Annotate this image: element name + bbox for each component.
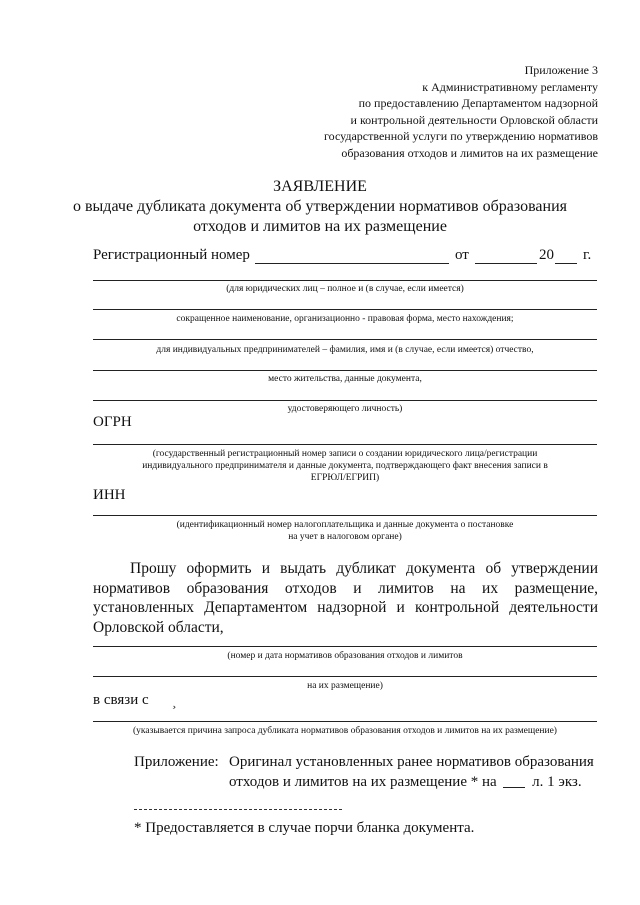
attachment-line-2-b: л. 1 экз. [532, 774, 582, 790]
caption-reason: (указывается причина запроса дубликата нормативов образования отходов и лимитов на их размещение) [133, 726, 557, 736]
applicant-residence-field[interactable] [93, 370, 597, 371]
normative-date-field[interactable] [93, 676, 597, 677]
attachment-line-2 [229, 772, 600, 792]
registration-from-label: от [455, 247, 469, 263]
caption-normative-2: на их размещение) [307, 681, 383, 691]
footnote: * Предоставляется в случае порчи бланка документа. [134, 820, 475, 836]
caption-legal-entity: (для юридических лиц – полное и (в случае, если имеется) [226, 284, 464, 294]
caption-inn [93, 519, 597, 543]
applicant-name-field[interactable] [93, 280, 597, 281]
attachment-line-1: Оригинал установленных ранее нормативов образования [229, 754, 594, 770]
caption-identity: удостоверяющего личность) [287, 404, 403, 414]
attachment-pages-field[interactable] [503, 773, 525, 788]
ogrn-field[interactable] [93, 444, 597, 445]
registration-row [93, 247, 596, 271]
header-line-2: к Административному регламенту [422, 79, 598, 94]
inn-field[interactable] [93, 515, 597, 516]
attachment-label: Приложение: [134, 754, 219, 770]
inn-label: ИНН [93, 487, 126, 503]
caption-ogrn-line-3: ЕГРЮЛ/ЕГРИП) [310, 473, 380, 483]
request-text: Прошу оформить и выдать дубликат документа об утверждении нормативов образования отходов и лимитов на их размещение, установленных Департаментом надзорной и контрольной деятельности Орловской области, [93, 560, 598, 636]
caption-short-name: сокращенное наименование, организационно - правовая форма, место нахождения; [176, 314, 514, 324]
caption-ogrn-line-1: (государственный регистрационный номер записи о создании юридического лица/регистрации [152, 449, 538, 459]
applicant-short-name-field[interactable] [93, 309, 597, 310]
header-line-1: Приложение 3 [524, 63, 598, 77]
attachment-line-2-a: отходов и лимитов на их размещение * на [229, 774, 497, 790]
footnote-separator [134, 809, 342, 810]
header-line-3: по предоставлению Департаментом надзорной [358, 96, 598, 110]
document-title [0, 177, 640, 237]
applicant-id-document-field[interactable] [93, 400, 597, 401]
caption-inn-line-2: на учет в налоговом органе) [288, 532, 402, 542]
reason-label: в связи с [93, 692, 149, 708]
title-line-2: отходов и лимитов на их размещение [193, 218, 447, 235]
applicant-fio-field[interactable] [93, 339, 597, 340]
reason-field[interactable] [93, 721, 597, 722]
caption-ogrn-line-2: индивидуального предпринимателя и данные документа, подтверждающего факт внесения записи в [142, 461, 548, 471]
caption-normative-1: (номер и дата нормативов образования отходов и лимитов [227, 651, 463, 661]
title-line-1: о выдаче дубликата документа об утверждении нормативов образования [73, 198, 567, 215]
ogrn-label: ОГРН [93, 414, 132, 430]
registration-number-field[interactable] [255, 263, 449, 264]
reason-mark: ¸ [172, 694, 177, 709]
request-paragraph [93, 559, 598, 637]
registration-year-suffix: г. [583, 247, 592, 263]
caption-inn-line-1: (идентификационный номер налогоплательщика и данные документа о постановке [176, 520, 514, 530]
registration-label: Регистрационный номер [93, 247, 250, 263]
caption-individual: для индивидуальных предпринимателей – фамилия, имя и (в случае, если имеется) отчество, [156, 345, 534, 355]
title-main: ЗАЯВЛЕНИЕ [273, 178, 367, 195]
appendix-header [324, 62, 598, 161]
attachment-text [229, 752, 600, 792]
header-line-6: образования отходов и лимитов на их размещение [341, 145, 598, 160]
caption-ogrn [93, 448, 597, 484]
header-line-5: государственной услуги по утверждению нормативов [324, 129, 598, 143]
caption-residence: место жительства, данные документа, [268, 374, 422, 384]
registration-date-field[interactable] [475, 263, 537, 264]
registration-year-field[interactable] [555, 263, 577, 264]
header-line-4: и контрольной деятельности Орловской области [350, 112, 598, 127]
registration-year-prefix: 20 [539, 247, 554, 263]
normative-number-field[interactable] [93, 646, 597, 647]
